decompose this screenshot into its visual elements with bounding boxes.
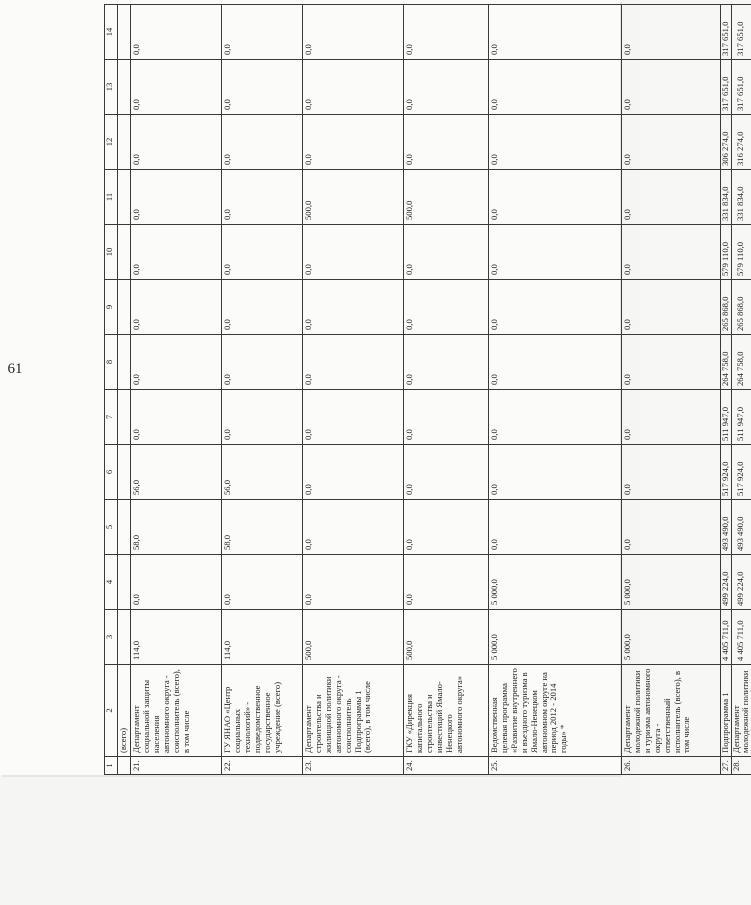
empty-cell: [118, 335, 131, 390]
header-row: [105, 5, 118, 775]
value-cell: 0,0: [222, 390, 303, 445]
column-header: 9: [105, 280, 118, 335]
value-cell: 0,0: [622, 60, 721, 115]
total-value-cell: 265 868,0: [721, 280, 732, 335]
value-cell: 0,0: [303, 335, 404, 390]
value-cell: 500,0: [404, 170, 489, 225]
value-cell: 0,0: [131, 555, 222, 610]
total-value-cell: 499 224,0: [721, 555, 732, 610]
value-cell: 0,0: [489, 5, 622, 60]
row-name: ГКУ «Дирекция капитального строительства и инвестиций Ямало-Ненецкого автономного округа»: [404, 665, 489, 757]
empty-cell: [118, 5, 131, 60]
value-cell: 0,0: [622, 5, 721, 60]
value-cell: 0,0: [489, 335, 622, 390]
empty-cell: [118, 225, 131, 280]
value-cell: 114,0: [222, 610, 303, 665]
column-header: 1: [105, 757, 118, 775]
total-value-cell: 317 651,0: [721, 60, 732, 115]
total-value-cell: 499 224,0: [731, 555, 751, 610]
continued-row: [118, 5, 131, 775]
column-header: 2: [105, 665, 118, 757]
table-row: [622, 5, 721, 775]
empty-cell: [118, 445, 131, 500]
table-row: [404, 5, 489, 775]
value-cell: 0,0: [404, 335, 489, 390]
value-cell: 56,0: [131, 445, 222, 500]
total-value-cell: 306 274,0: [721, 115, 732, 170]
value-cell: 0,0: [131, 280, 222, 335]
row-number: 25.: [489, 757, 622, 775]
row-name: Департамент молодежной политики: [731, 665, 751, 757]
empty-cell: [118, 280, 131, 335]
total-value-cell: 264 758,0: [731, 335, 751, 390]
value-cell: 0,0: [489, 280, 622, 335]
value-cell: 0,0: [404, 5, 489, 60]
column-header: 5: [105, 500, 118, 555]
row-number: 28.: [731, 757, 751, 775]
empty-cell: [118, 115, 131, 170]
value-cell: 0,0: [222, 115, 303, 170]
row-name: Ведомственная целевая программа «Развитие внутреннего и въездного туризма в Ямало-Ненецком автономном округе на период 2012 - 2014 годы» *: [489, 665, 622, 757]
value-cell: 0,0: [489, 60, 622, 115]
total-value-cell: 493 490,0: [721, 500, 732, 555]
total-row: [721, 5, 732, 775]
total-value-cell: 317 651,0: [731, 60, 751, 115]
value-cell: 0,0: [622, 390, 721, 445]
empty-cell: [118, 170, 131, 225]
value-cell: 0,0: [622, 170, 721, 225]
row-number-cell: [118, 757, 131, 775]
column-header: 4: [105, 555, 118, 610]
page-number: 61: [7, 361, 23, 377]
total-value-cell: 511 947,0: [721, 390, 732, 445]
value-cell: 0,0: [222, 60, 303, 115]
rotated-table-block: [104, 5, 750, 775]
value-cell: 0,0: [489, 390, 622, 445]
total-value-cell: 493 490,0: [731, 500, 751, 555]
row-number: 21.: [131, 757, 222, 775]
value-cell: 0,0: [222, 555, 303, 610]
row-number: 22.: [222, 757, 303, 775]
value-cell: 0,0: [622, 225, 721, 280]
value-cell: 0,0: [489, 115, 622, 170]
total-value-cell: 517 924,0: [721, 445, 732, 500]
value-cell: 5 000,0: [489, 555, 622, 610]
total-row: [731, 5, 751, 775]
value-cell: 0,0: [404, 60, 489, 115]
value-cell: 56,0: [222, 445, 303, 500]
value-cell: 0,0: [222, 280, 303, 335]
value-cell: 0,0: [489, 445, 622, 500]
value-cell: 0,0: [622, 335, 721, 390]
table-body: [105, 5, 751, 775]
value-cell: 0,0: [303, 390, 404, 445]
empty-cell: [118, 610, 131, 665]
row-number: 24.: [404, 757, 489, 775]
value-cell: 58,0: [131, 500, 222, 555]
total-value-cell: 4 405 711,0: [731, 610, 751, 665]
value-cell: 0,0: [131, 60, 222, 115]
value-cell: 0,0: [222, 335, 303, 390]
column-header: 6: [105, 445, 118, 500]
value-cell: 0,0: [303, 280, 404, 335]
total-value-cell: 316 274,0: [731, 115, 751, 170]
column-header: 7: [105, 390, 118, 445]
value-cell: 5 000,0: [622, 610, 721, 665]
empty-cell: [118, 60, 131, 115]
value-cell: 0,0: [131, 115, 222, 170]
value-cell: 58,0: [222, 500, 303, 555]
value-cell: 0,0: [303, 5, 404, 60]
total-value-cell: 4 405 711,0: [721, 610, 732, 665]
value-cell: 0,0: [622, 280, 721, 335]
total-value-cell: 317 651,0: [721, 5, 732, 60]
table-row: [222, 5, 303, 775]
value-cell: 0,0: [303, 115, 404, 170]
value-cell: 0,0: [404, 500, 489, 555]
value-cell: 0,0: [404, 445, 489, 500]
row-name: ГУ ЯНАО «Центр социальных технологий» - подведомственное государственное учреждение (всего): [222, 665, 303, 757]
value-cell: 0,0: [404, 115, 489, 170]
total-value-cell: 579 110,0: [731, 225, 751, 280]
value-cell: 0,0: [131, 335, 222, 390]
value-cell: 0,0: [303, 500, 404, 555]
value-cell: 0,0: [303, 445, 404, 500]
value-cell: 0,0: [222, 225, 303, 280]
row-name: Департамент социальной защиты населения автономного округа - соисполнитель (всего), в том числе: [131, 665, 222, 757]
value-cell: 0,0: [404, 390, 489, 445]
column-header: 13: [105, 60, 118, 115]
value-cell: 500,0: [303, 170, 404, 225]
value-cell: 0,0: [622, 500, 721, 555]
row-name: Департамент строительства и жилищной политики автономного округа - соисполнитель Подпрограммы 1 (всего), в том числе: [303, 665, 404, 757]
row-name: Департамент молодежной политики и туризма автономного округа - ответственный исполнитель (всего), в том числе: [622, 665, 721, 757]
empty-cell: [118, 555, 131, 610]
row-number: 27.: [721, 757, 732, 775]
total-value-cell: 517 924,0: [731, 445, 751, 500]
value-cell: 0,0: [622, 445, 721, 500]
table-row: [489, 5, 622, 775]
total-value-cell: 331 834,0: [721, 170, 732, 225]
row-number: 23.: [303, 757, 404, 775]
value-cell: 5 000,0: [489, 610, 622, 665]
value-cell: 0,0: [622, 115, 721, 170]
column-header: 8: [105, 335, 118, 390]
column-header: 3: [105, 610, 118, 665]
total-value-cell: 264 758,0: [721, 335, 732, 390]
column-header: 11: [105, 170, 118, 225]
value-cell: 0,0: [303, 225, 404, 280]
empty-cell: [118, 500, 131, 555]
continued-label: (всего): [118, 665, 131, 757]
total-value-cell: 511 947,0: [731, 390, 751, 445]
value-cell: 0,0: [489, 170, 622, 225]
value-cell: 0,0: [222, 5, 303, 60]
value-cell: 5 000,0: [622, 555, 721, 610]
table-row: [131, 5, 222, 775]
empty-cell: [118, 390, 131, 445]
total-value-cell: 331 834,0: [731, 170, 751, 225]
value-cell: 500,0: [303, 610, 404, 665]
value-cell: 0,0: [404, 555, 489, 610]
value-cell: 0,0: [131, 390, 222, 445]
total-value-cell: 265 868,0: [731, 280, 751, 335]
value-cell: 0,0: [404, 280, 489, 335]
value-cell: 0,0: [131, 225, 222, 280]
value-cell: 0,0: [222, 170, 303, 225]
column-header: 14: [105, 5, 118, 60]
table-row: [303, 5, 404, 775]
value-cell: 0,0: [131, 170, 222, 225]
budget-table: [104, 4, 751, 775]
value-cell: 0,0: [303, 555, 404, 610]
value-cell: 0,0: [489, 225, 622, 280]
row-number: 26.: [622, 757, 721, 775]
value-cell: 0,0: [404, 225, 489, 280]
column-header: 10: [105, 225, 118, 280]
value-cell: 0,0: [489, 500, 622, 555]
total-value-cell: 579 110,0: [721, 225, 732, 280]
column-header: 12: [105, 115, 118, 170]
value-cell: 114,0: [131, 610, 222, 665]
total-value-cell: 317 651,0: [731, 5, 751, 60]
row-name: Подпрограмма 1: [721, 665, 732, 757]
value-cell: 0,0: [131, 5, 222, 60]
value-cell: 0,0: [303, 60, 404, 115]
value-cell: 500,0: [404, 610, 489, 665]
